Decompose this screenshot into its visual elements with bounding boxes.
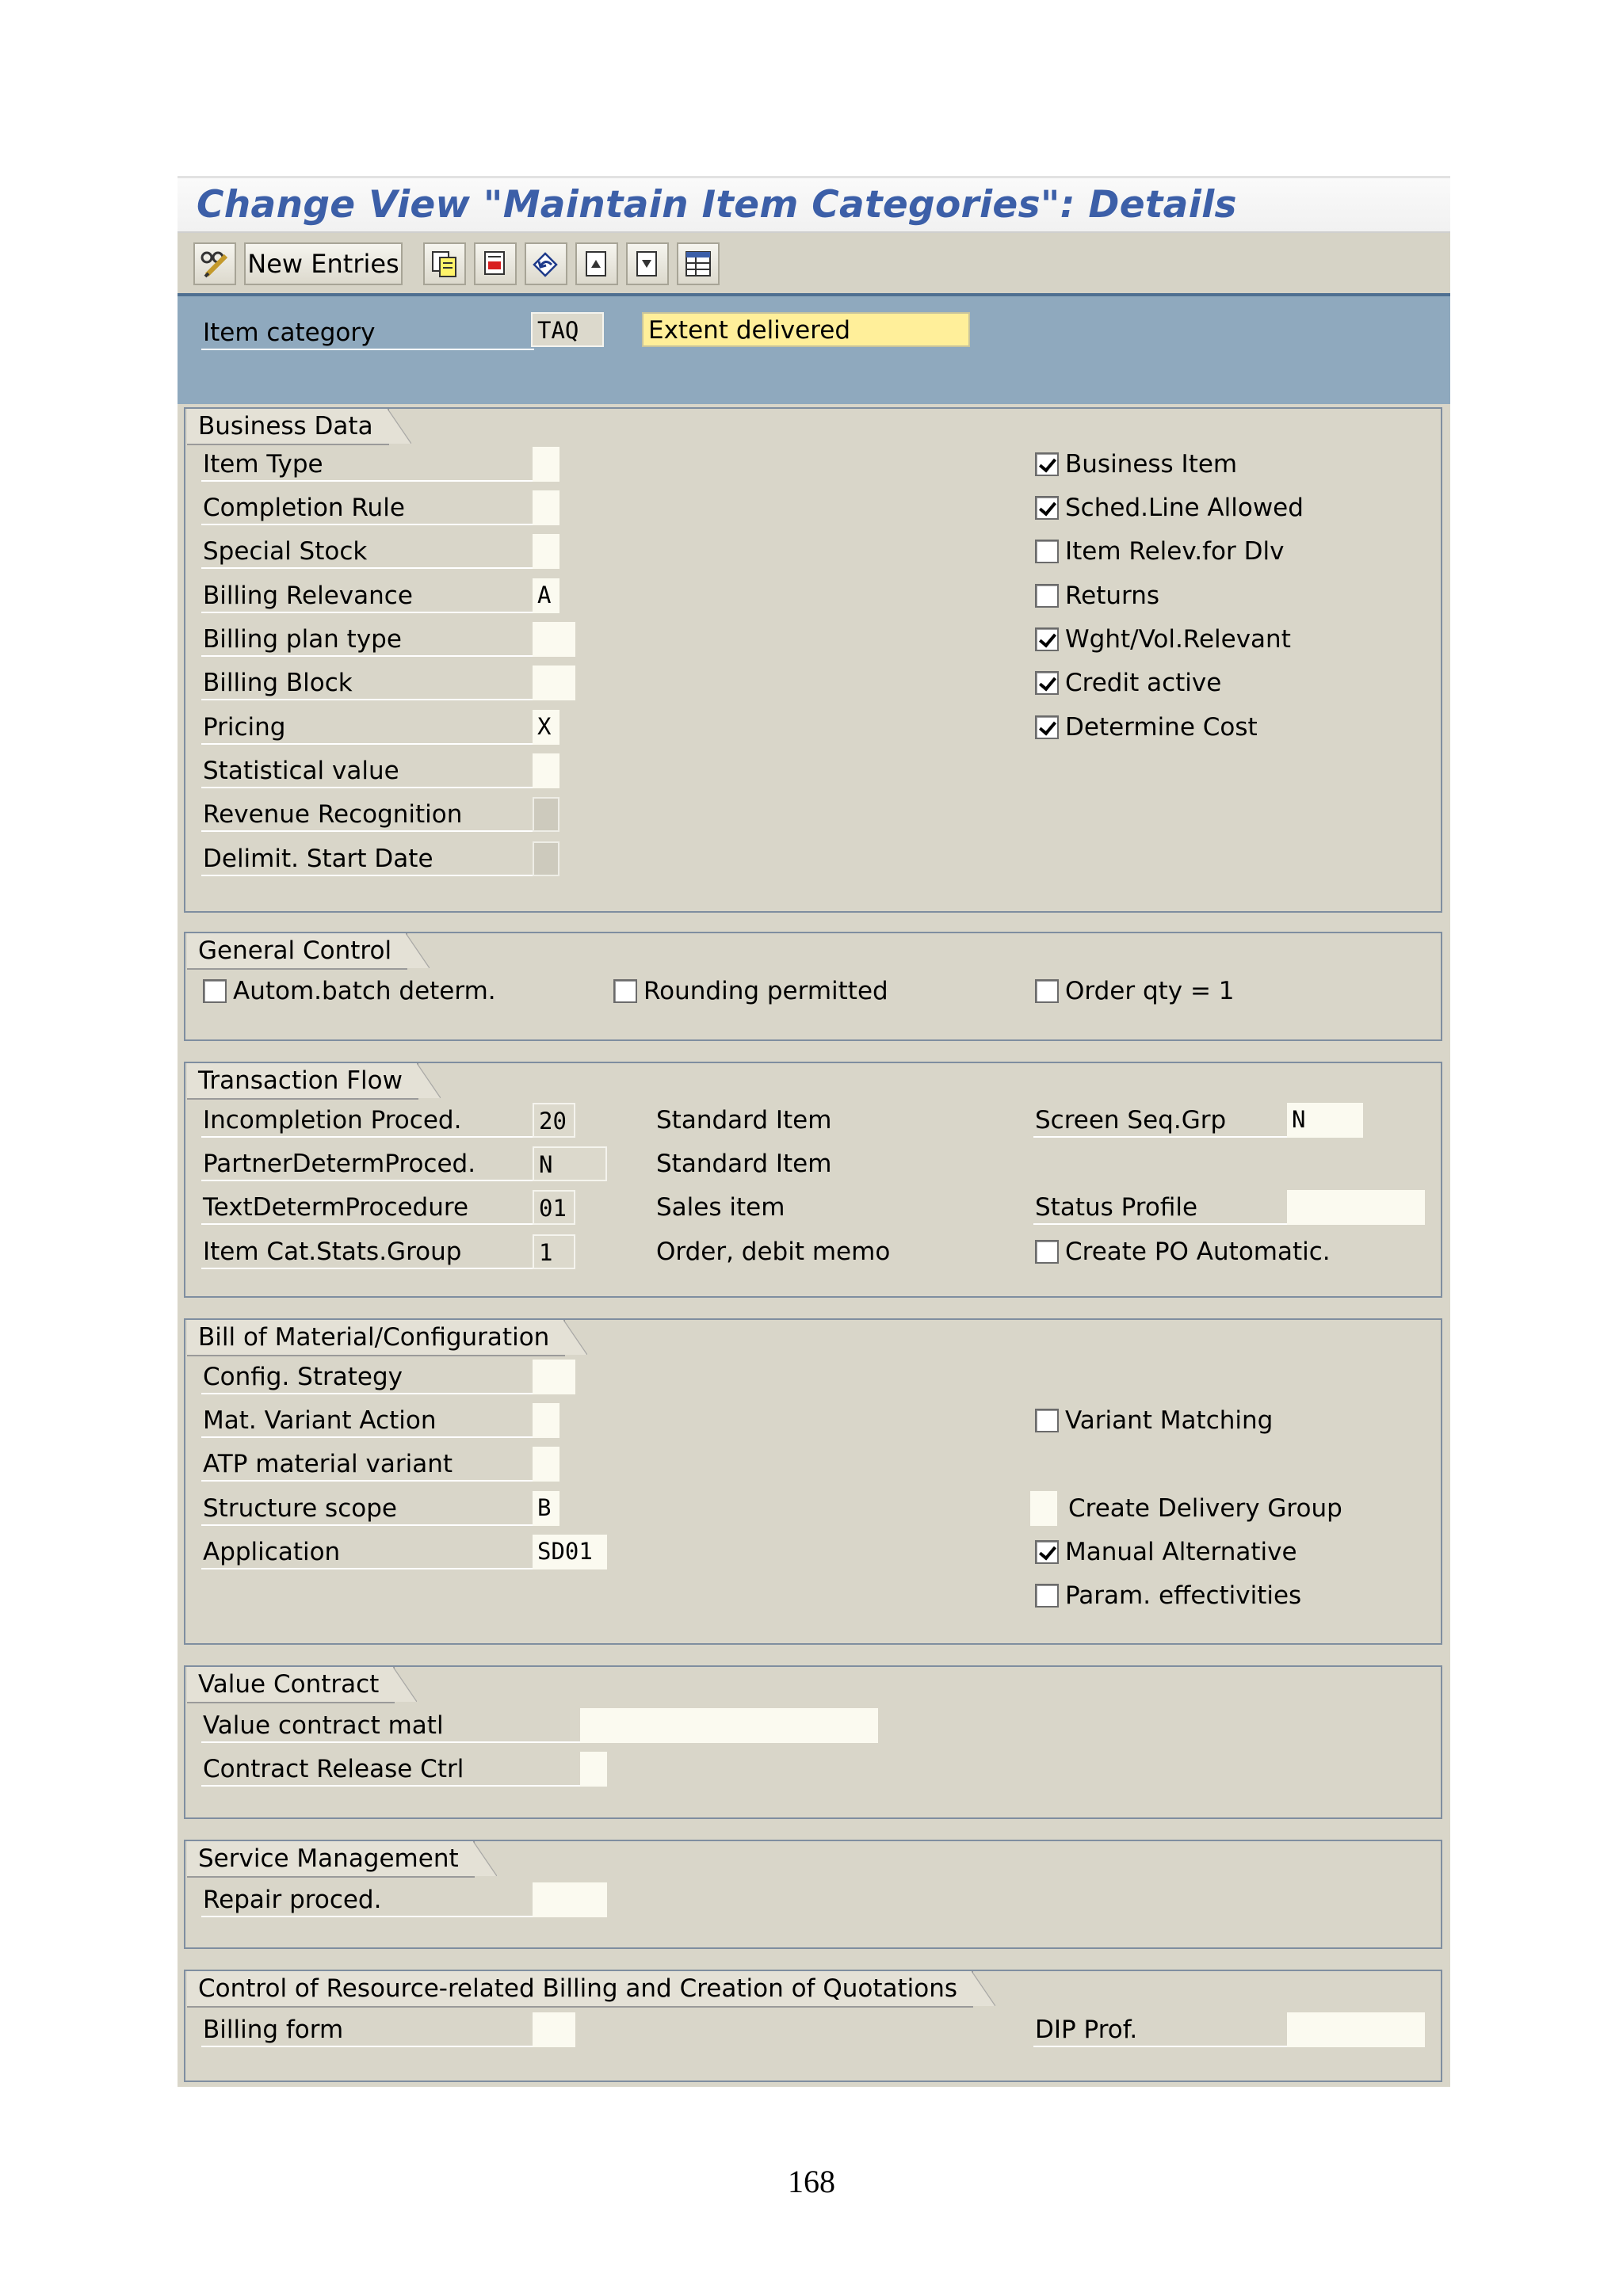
billing-relevance-label: Billing Relevance: [201, 578, 534, 613]
value-contract-matl-field[interactable]: [580, 1708, 878, 1743]
sched-line-allowed-label: Sched.Line Allowed: [1065, 494, 1304, 522]
order-qty-1-checkbox[interactable]: [1035, 979, 1059, 1003]
partner-determ-proced-label: PartnerDetermProced.: [201, 1146, 534, 1181]
value-contract-group: [184, 1665, 1442, 1819]
application-label: Application: [201, 1535, 534, 1569]
previous-entry-button[interactable]: [575, 242, 618, 285]
manual-alternative-checkbox[interactable]: [1035, 1540, 1059, 1564]
billing-relevance-field[interactable]: A: [533, 578, 559, 613]
contract-release-ctrl-field[interactable]: [580, 1752, 607, 1787]
atp-material-variant-field[interactable]: [533, 1447, 559, 1482]
billing-block-field[interactable]: [533, 666, 575, 700]
business-item-label: Business Item: [1065, 450, 1238, 479]
pricing-field[interactable]: X: [533, 710, 559, 745]
create-delivery-group-label: Create Delivery Group: [1068, 1494, 1342, 1523]
pricing-label: Pricing: [201, 710, 534, 745]
autom-batch-determ-checkbox[interactable]: [203, 979, 227, 1003]
next-page-icon: [632, 249, 663, 279]
incompletion-proced-label: Incompletion Proced.: [201, 1103, 534, 1138]
new-entries-label: New Entries: [247, 249, 399, 279]
item-cat-stats-group-desc: Order, debit memo: [656, 1238, 891, 1266]
item-category-label: Item category: [201, 315, 534, 350]
application-field[interactable]: SD01: [533, 1535, 607, 1569]
wght-vol-relevant-label: Wght/Vol.Relevant: [1065, 625, 1291, 654]
determine-cost-checkbox[interactable]: [1035, 715, 1059, 739]
dip-prof-field[interactable]: [1287, 2012, 1425, 2047]
status-profile-label: Status Profile: [1033, 1190, 1287, 1225]
wght-vol-relevant-checkbox[interactable]: [1035, 627, 1059, 651]
contract-release-ctrl-label: Contract Release Ctrl: [201, 1752, 582, 1787]
variant-matching-checkbox[interactable]: [1035, 1409, 1059, 1432]
dip-prof-label: DIP Prof.: [1033, 2012, 1287, 2047]
business-item-checkbox[interactable]: [1035, 452, 1059, 476]
next-entry-button[interactable]: [626, 242, 669, 285]
rounding-permitted-checkbox[interactable]: [613, 979, 637, 1003]
item-type-field[interactable]: [533, 447, 559, 482]
business-data-title: Business Data: [187, 409, 389, 445]
create-po-automatic-checkbox[interactable]: [1035, 1240, 1059, 1264]
transaction-flow-title: Transaction Flow: [187, 1063, 418, 1100]
config-strategy-label: Config. Strategy: [201, 1360, 534, 1394]
mat-variant-action-label: Mat. Variant Action: [201, 1403, 534, 1438]
service-management-title: Service Management: [187, 1841, 475, 1878]
undo-icon: [531, 249, 561, 279]
previous-page-icon: [582, 249, 612, 279]
incompletion-proced-desc: Standard Item: [656, 1106, 832, 1135]
credit-active-label: Credit active: [1065, 669, 1222, 697]
billing-form-label: Billing form: [201, 2012, 534, 2047]
title-bar: [178, 176, 1450, 233]
config-strategy-field[interactable]: [533, 1360, 575, 1394]
screen-title: Change View "Maintain Item Categories": Details: [197, 183, 1237, 227]
business-data-group: [184, 407, 1442, 913]
repair-proced-label: Repair proced.: [201, 1882, 534, 1917]
variant-matching-label: Variant Matching: [1065, 1406, 1274, 1435]
structure-scope-field[interactable]: B: [533, 1491, 559, 1526]
create-delivery-group-field[interactable]: [1030, 1491, 1057, 1526]
partner-determ-proced-desc: Standard Item: [656, 1150, 832, 1178]
incompletion-proced-field[interactable]: 20: [533, 1103, 575, 1138]
param-effectivities-checkbox[interactable]: [1035, 1584, 1059, 1608]
billing-plan-type-label: Billing plan type: [201, 622, 534, 657]
screen-seq-grp-field[interactable]: N: [1287, 1103, 1363, 1138]
param-effectivities-label: Param. effectivities: [1065, 1581, 1302, 1610]
new-entries-button[interactable]: [244, 242, 403, 285]
manual-alternative-label: Manual Alternative: [1065, 1538, 1297, 1566]
delete-icon: [480, 249, 510, 279]
special-stock-label: Special Stock: [201, 534, 534, 569]
transaction-flow-group: [184, 1062, 1442, 1298]
header-area: [178, 296, 1450, 404]
service-management-group: [184, 1840, 1442, 1949]
determine-cost-label: Determine Cost: [1065, 713, 1258, 742]
credit-active-checkbox[interactable]: [1035, 671, 1059, 695]
general-control-title: General Control: [187, 933, 407, 970]
repair-proced-field[interactable]: [533, 1882, 607, 1917]
returns-checkbox[interactable]: [1035, 584, 1059, 608]
item-relev-for-dlv-label: Item Relev.for Dlv: [1065, 537, 1285, 566]
autom-batch-determ-label: Autom.batch determ.: [233, 977, 496, 1005]
statistical-value-label: Statistical value: [201, 753, 534, 788]
delimit-start-date-label: Delimit. Start Date: [201, 841, 534, 876]
value-contract-matl-label: Value contract matl: [201, 1708, 582, 1743]
status-profile-field[interactable]: [1287, 1190, 1425, 1225]
display-change-button[interactable]: [193, 242, 236, 285]
item-category-description-field[interactable]: Extent delivered: [642, 312, 970, 347]
item-type-label: Item Type: [201, 447, 534, 482]
pencil-glasses-icon: [199, 248, 231, 280]
text-determ-procedure-field[interactable]: 01: [533, 1190, 575, 1225]
billing-plan-type-field[interactable]: [533, 622, 575, 657]
revenue-recognition-label: Revenue Recognition: [201, 797, 534, 832]
create-po-automatic-label: Create PO Automatic.: [1065, 1238, 1331, 1266]
value-contract-title: Value Contract: [187, 1667, 395, 1703]
billing-form-field[interactable]: [533, 2012, 575, 2047]
item-cat-stats-group-field[interactable]: 1: [533, 1234, 575, 1269]
delete-button[interactable]: [474, 242, 517, 285]
completion-rule-label: Completion Rule: [201, 490, 534, 525]
revenue-recognition-field[interactable]: [533, 797, 559, 832]
list-button[interactable]: [677, 242, 720, 285]
application-toolbar: [178, 233, 1450, 296]
returns-label: Returns: [1065, 582, 1160, 610]
bill-of-material-group: [184, 1318, 1442, 1645]
resource-billing-group: [184, 1970, 1442, 2082]
atp-material-variant-label: ATP material variant: [201, 1447, 534, 1482]
bill-of-material-title: Bill of Material/Configuration: [187, 1320, 565, 1356]
delimit-start-date-field[interactable]: [533, 841, 559, 876]
screen-seq-grp-label: Screen Seq.Grp: [1033, 1103, 1287, 1138]
undo-change-button[interactable]: [525, 242, 567, 285]
mat-variant-action-field[interactable]: [533, 1403, 559, 1438]
item-category-field[interactable]: TAQ: [531, 312, 604, 347]
sched-line-allowed-checkbox[interactable]: [1035, 496, 1059, 520]
completion-rule-field[interactable]: [533, 490, 559, 525]
partner-determ-proced-field[interactable]: N: [533, 1146, 607, 1181]
special-stock-field[interactable]: [533, 534, 559, 569]
structure-scope-label: Structure scope: [201, 1491, 534, 1526]
page-number: 168: [788, 2164, 835, 2199]
item-relev-for-dlv-checkbox[interactable]: [1035, 540, 1059, 563]
copy-as-button[interactable]: [423, 242, 466, 285]
sap-screen: [178, 176, 1450, 2087]
item-cat-stats-group-label: Item Cat.Stats.Group: [201, 1234, 534, 1269]
billing-block-label: Billing Block: [201, 666, 534, 700]
general-control-group: [184, 932, 1442, 1041]
resource-billing-title: Control of Resource-related Billing and Creation of Quotations: [187, 1971, 973, 2008]
text-determ-procedure-desc: Sales item: [656, 1193, 785, 1222]
rounding-permitted-label: Rounding permitted: [643, 977, 888, 1005]
table-icon: [683, 249, 713, 279]
statistical-value-field[interactable]: [533, 753, 559, 788]
text-determ-procedure-label: TextDetermProcedure: [201, 1190, 534, 1225]
copy-icon: [430, 249, 460, 279]
order-qty-1-label: Order qty = 1: [1065, 977, 1235, 1005]
